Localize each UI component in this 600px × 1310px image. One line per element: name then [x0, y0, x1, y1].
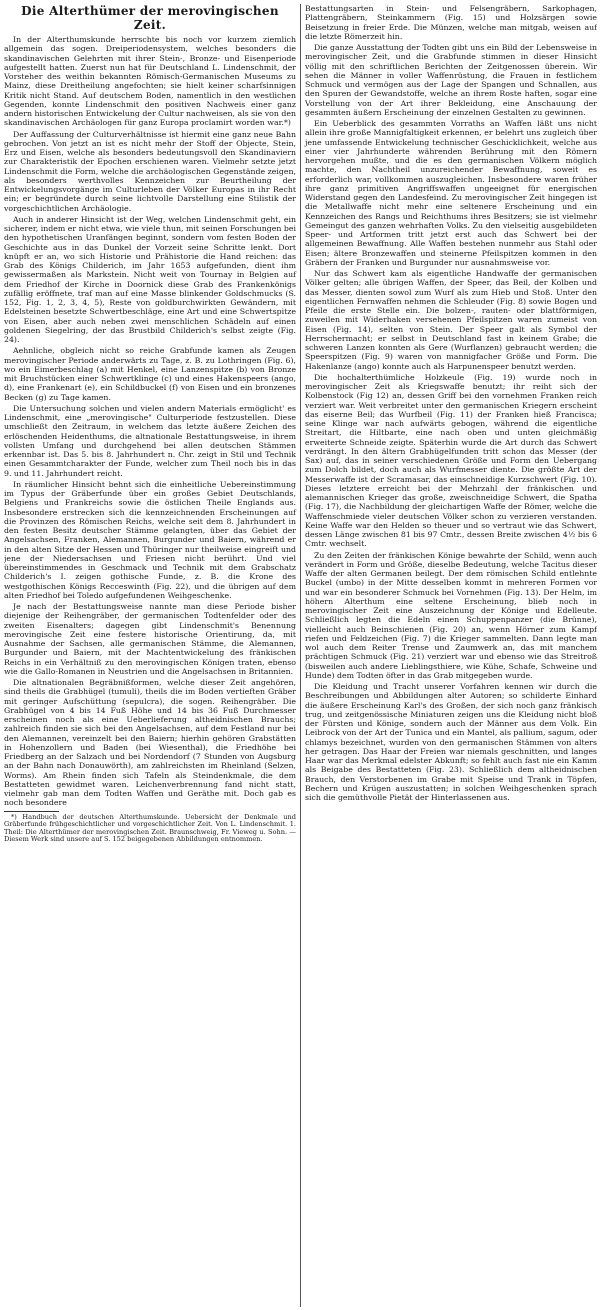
left-column [4, 4, 300, 1307]
left-paragraph: In räumlicher Hinsicht behnt sich die einheitliche Uebereinstimmung im Typus der Gräberfunde über ein großes Gebiet Deutschlands, Belgiens und Frankreichs sowie die östlichen Theile Englands aus. Insbesondere erstrecken sich die kennzeichnenden Erscheinungen auf die Provinzen des Römischen Reichs, welche seit dem 8. Jahrhundert in den festen Besitz deutscher Stämme gelangten, über das Gebiet der Angelsachsen, Franken, Alemannen, Burgunder und Baiern, während er in den alten Sitze der Hessen und Thüringer nur theilweise eingreift und jene der Niedersachsen und Friesen nicht berührt. Und viel übereinstimmendes in Geschmack und Technik mit dem Grabschatz Childerich's I. zeigen gothische Funde, z. B. die Krone des westgothischen Königs Recceswinth (Fig. 22), und die übrigen auf dem alten Friedhof bei Toledo aufgefundenen Weihgeschenke. [4, 479, 296, 600]
footnote-divider [4, 811, 59, 812]
right-paragraph: Ein Ueberblick des gesammten Vorraths an Waffen läßt uns nicht allein ihre große Mannigfaltigkeit erkennen, er belehrt uns zugleich über jene umfassende Entwickelung technischer Geschicklichkeit, welche aus einer vier Jahrhunderte währenden Berührung mit den Römern hervorgehen mußte, und die es den germanischen Völkern möglich machte, den Nachtheil unzureichender Bewaffnung, soweit es erforderlich war, vollkommen auszugleichen. Insbesondere waren früher ihre ganz primitiven Angriffswaffen ungeeignet für energischen Widerstand gegen den Landesfeind. Zu merovingischer Zeit hingegen ist die Metallwaffe nicht mehr eine seltenere Erscheinung und ein Kennzeichen des Rangs und Reichthums ihres Besitzers; sie ist vielmehr Gemeingut des ganzen wehrhaften Volks. Zu den vielseitig ausgebildeten Speer- und Artformen tritt jetzt erst auch das Schwert bei der allgemeinen Bewaffnung. Alle Waffen bestehen nunmehr aus Stahl oder Eisen; ältere Bronzewaffen und steinerne Pfeilspitzen kommen in den Gräbern der Franken und Burgunder nur ausnahmsweise vor. [305, 119, 597, 267]
right-paragraph: Die ganze Ausstattung der Todten gibt uns ein Bild der Lebensweise in merovingischer Zeit, und die Grabfunde stimmen in dieser Hinsicht völlig mit den schriftlichen Berichten der Zeitgenossen überein. Wir sehen die Männer in voller Waffenrüstung, die Frauen in festlichem Schmuck und vermögen aus der Lage der Spangen und Schnallen, aus den Spuren der Gewandstoffe, welche an ihrem Roste haften, sogar eine Vorstellung von der Art ihrer Bekleidung, eine Anschauung der gesammten äußern Erscheinung der einzelnen Gestalten zu gewinnen. [305, 43, 597, 117]
right-paragraph: Die Kleidung und Tracht unserer Vorfahren kennen wir durch die Beschreibungen und Abbildungen alter Autoren; so schilderte Einhard die äußere Erscheinung Karl's des Großen, der sich noch ganz fränkisch trug, und zeitgenössische Miniaturen zeigen uns die Kleidung nicht bloß der Fürsten und Könige, sondern auch der Männer aus dem Volk. Ein Leibrock von der Art der Tunica und ein Mantel, als pallium, sagum, oder chlamys bezeichnet, wurden von den germanischen Stämmen von alters her getragen. Das Haar der Freien war niemals geschnitten, und langes Haar war das Merkmal edelster Abkunft; so fehlt auch fast nie ein Kamm als Beigabe des Bestatteten (Fig. 23). Schließlich dem altheidnischen Brauch, den Verstorbenen im Grabe mit Speise und Trank in Töpfen, Bechern und Krügen auszustatten; in solchen Weihgeschenken sprach sich die gemüthvolle Pietät der Hinterlassenen aus. [305, 682, 597, 802]
right-paragraph: Bestattungsarten in Stein- und Felsengräbern, Sarkophagen, Plattengräbern, Steinkammern (Fig. 15) und Holzsärgen sowie Beisetzung in freier Erde. Die Münzen, welche man mitgab, weisen auf die letzte Römerzeit hin. [305, 4, 597, 41]
left-paragraph: Der Auffassung der Culturverhältnisse ist hiermit eine ganz neue Bahn gebrochen. Von jetzt an ist es nicht mehr der Stoff der Objecte, Stein, Erz und Eisen, welche als besonders bedeutungsvoll den Skandinaviern zur Charakteristik der Epochen erschienen waren. Vielmehr setzte jetzt Lindenschmit die Form, welche die archäologischen Gegenstände zeigen, als besonders werthvolles Kennzeichen zur Beurtheilung der Entwickelungsvorgänge im Culturleben der Völker Europas in ihr Recht ein; er begründete durch seine lichtvolle Darstellung eine Stilistik der vorgeschichtlichen Archäologie. [4, 129, 296, 213]
article-columns [4, 4, 597, 1307]
left-paragraph: Auch in anderer Hinsicht ist der Weg, welchen Lindenschmit geht, ein sicherer, indem er nicht etwa, wie viele thun, mit seinen Forschungen bei den hypothetischen Uranfängen beginnt, sondern vom festen Boden der Geschichte aus in das Dunkel der Vorzeit seine Schritte lenkt. Dort knüpft er an, wo sich Historie und Prähistorie die Hand reichen: das Grab des Königs Childerich, im Jahr 1653 aufgefunden, dient ihm gewissermaßen als Markstein. Nicht weit von Tournay in Belgien auf dem Friedhof der Kirche in Doornick diese Grab des Frankenkönigs zufällig eröffnete, traf man auf eine Masse blinkender Goldschmucks (S. 152, Fig. 1, 2, 3, 4, 5), Reste von goldburchwirkten Gewändern, mit Edelsteinen besetzte Schwertbeschläge, eine Art und eine Schwertspitze von Eisen, aber auch neben zwei menschlichen Schädeln auf einen goldenen Siegelring, der das Brustbild Childerich's selbst zeigte (Fig. 24). [4, 214, 296, 344]
footnote: *) Handbuch der deutschen Alterthumskunde. Uebersicht der Denkmale und Gräberfunde frühgeschichtlicher und vorgeschichtlicher Zeit. Von L. Lindenschmit. 1. Theil: Die Alterthümer der merovingischen Zeit. Braunschweig, Fr. Vieweg u. Sohn. — Diesem Werk sind unsere auf S. 152 beigegebenen Abbildungen entnommen. [4, 812, 296, 844]
right-column [300, 4, 597, 1307]
article-title: Die Alterthümer der merovingischen Zeit. [21, 4, 279, 32]
right-paragraph: Die hochalterthümliche Holzkeule (Fig. 19) wurde noch in merovingischer Zeit als Kriegswaffe benutzt; ihr reiht sich der Kolbenstock (Fig 12) an, dessen Griff bei den vornehmen Franken reich verziert war. Weit verbreitet unter den germanischen Kriegern erscheint das eiserne Beil; das Wurfbeil (Fig. 11) der Franken hieß Francisca; seine Klinge war nach aufwärts gebogen, während die eigentliche Streitart, die Hiltbarte, eine nach oben und unten gleichmäßig erweiterte Schneide zeigte. Späterhin wurde die Art durch das Schwert verdrängt. In den ältern Grabhügelfunden tritt schon das Messer (der Sax) auf, das in seiner verschiedenen Größe und Form den Uebergang zum Dolch bildet, doch auch als Wurfmesser diente. Die größte Art der Messerwaffe ist der Scramasar, das einschneidige Kurzschwert (Fig. 10). Dieses letztere erreicht bei der Mehrzahl der fränkischen und alemannischen Krieger das große, zweischneidige Schwert, die Spatha (Fig. 17), die Nachbildung der gleichartigen Waffe der Römer, welche die Waffenschmiede vieler deutschen Völker schon zu verzieren verstanden. Keine Waffe war den Helden so theuer und so vertraut wie das Schwert, dessen Länge zwischen 81 bis 97 Cmtr., dessen Breite zwischen 4½ bis 6 Cmtr. wechselt. [305, 372, 597, 549]
left-paragraph: Aehnliche, obgleich nicht so reiche Grabfunde kamen als Zeugen merovingischer Periode anderwärts zu Tage, z. B. zu Lothringen (Fig. 6), wo ein Eimerbeschlag (a) mit Henkel, eine Lanzenspitze (b) von Bronze mit Bruchstücken einer Schwertklinge (c) und eines Hakenspeers (ango, d), eine Frankenart (e), ein Schildbuckel (f) von Eisen und ein bronzenes Becken (g) zu Tage kamen. [4, 346, 296, 402]
left-paragraph: In der Alterthumskunde herrschte bis noch vor kurzem ziemlich allgemein das sogen. Dreiperiodensystem, welches besonders die skandinavischen Gelehrten mit ihrer Stein-, Bronze- und Eisenperiode aufgestellt hatten. Zuerst nun hat für Deutschland L. Lindenschmit, der Vorsteher des weithin bekannten Römisch-Germanischen Museums zu Mainz, diese Dreitheilung angefochten; sie hielt keiner scharfsinnigen Kritik nicht Stand. Auf deutschem Boden, namentlich in den westlichen Gegenden, konnte Lindenschmit den positiven Nachweis einer ganz andern historischen Entwickelung der Cultur nachweisen, als sie von den skandinavischen Archäologen für ganz Europa proclamirt worden war.*) [4, 35, 296, 128]
left-paragraph: Die altnationalen Begräbnißformen, welche dieser Zeit angehören, sind theils die Grabhügel (tumuli), theils die im Boden vertieften Gräber mit geringer Aufschüttung (sepulcra), die sogen. Reihengräber. Die Grabhügel von 4 bis 14 Fuß Höhe und 14 bis 36 Fuß Durchmesser erscheinen noch als eine Ueberlieferung altheidnischen Brauchs; zahlreich finden sie sich bei den Angelsachsen, auf dem Festland nur bei den Alemannen, vereinzelt bei den Baiern; hierhin gehören Grabstätten in Hohenzollern und Baden (bei Wiesenthal), die Friedhöhe bei Friedberg an der Salzach und bei Nordendorf (7 Stunden von Augsburg an der Bahn nach Donauwörth), am zahlreichsten im Rheinland (Selzen, Worms). Am Rhein finden sich Tafeln als Steindenkmale, die dem Bestatteten gewidmet waren. Leichenverbrennung fand nicht statt, vielmehr gab man dem Todten Waffen und Geräthe mit. Doch gab es noch besondere [4, 678, 296, 808]
left-paragraph: Je nach der Bestattungsweise nannte man diese Periode bisher diejenige der Reihengräber, der germanischen Todtenfelder oder des zweiten Eisenalters; dagegen gibt Lindenschmit's Benennung merovingische Zeit eine festere historische Orientirung, da, mit Ausnahme der Sachsen, alle germanischen Stämme, die Alemannen, Burgunder und Baiern, mit der Machtentwickelung des fränkischen Reichs in ein Verhältniß zu den merovingischen Königen traten, ebenso wie die Gallo-Romanen in Neustrien und die Angelsachsen in Britannien. [4, 602, 296, 676]
left-paragraph: Die Untersuchung solchen und vielen andern Materials ermöglicht' es Lindenschmit, eine „merovingische" Culturperiode festzustellen. Diese umschließt den Zeitraum, in welchem das letzte äußere Zeichen des erlöschenden Heidenthums, die altnationale Bestattungsweise, in ihrem vollsten Umfang und durchgehend bei allen deutschen Stämmen erkennbar ist. Das 5. bis 8. Jahrhundert n. Chr. zeigt in Stil und Technik einen Gesammtcharakter der Funde, welcher zum Theil noch bis in das 9. und 11. Jahrhundert reicht. [4, 403, 296, 478]
right-paragraph: Zu den Zeiten der fränkischen Könige bewahrte der Schild, wenn auch verändert in Form und Größe, dieselbe Bedeutung, welche Tacitus dieser Waffe der alten Germanen beilegt. Der dem römischen Schild entlehnte Buckel (umbo) in der Mitte desselben kommt in mehreren Formen vor und war ein besonderer Schmuck bei Vornehmen (Fig. 13). Der Helm, im höhern Alterthum eine seltene Erscheinung, blieb noch in merovingischer Zeit eine Auszeichnung der Könige und Edelleute. Schließlich legten die Edeln einen Schuppenpanzer (die Brünne), vielleicht auch Beinschienen (Fig. 20) an, wenn Hörner zum Kampf riefen und Feldzeichen (Fig. 7) die Krieger sammelten. Dann legte man wol auch dem Reiter Trense und Zaumwerk an, das mit manchem prächtigen Schmuck (Fig. 21) verziert war und ebenso wie das Streitroß (bisweilen auch andere Lieblingsthiere, wie Kühe, Schafe, Schweine und Hunde) dem Todten öfter in das Grab mitgegeben wurde. [305, 550, 597, 680]
right-paragraph: Nur das Schwert kam als eigentliche Handwaffe der germanischen Völker gelten; alle übrigen Waffen, der Speer, das Beil, der Kolben und das Messer, dienten sowol zum Wurf als zum Hieb und Stoß. Unter den eigentlichen Fernwaffen nehmen die Schleuder (Fig. 8) sowie Bogen und Pfeile die erste Stelle ein. Die bolzen-, rauten- oder blattförmigen, zuweilen mit Widerhaken versehenen Pfeilspitzen waren zumeist von Eisen (Fig. 14), selten von Stein. Der Speer galt als Symbol der Herrschermacht; er selbst in Deutschland fast in keinem Grabe; die schweren Lanzen konnten als Gere (Wurflanzen) gebraucht werden; die Speerspitzen (Fig. 9) waren von mannigfacher Größe und Form. Die Hakenlanze (ango) konnte auch als Harpunenspeer benutzt werden. [305, 269, 597, 371]
